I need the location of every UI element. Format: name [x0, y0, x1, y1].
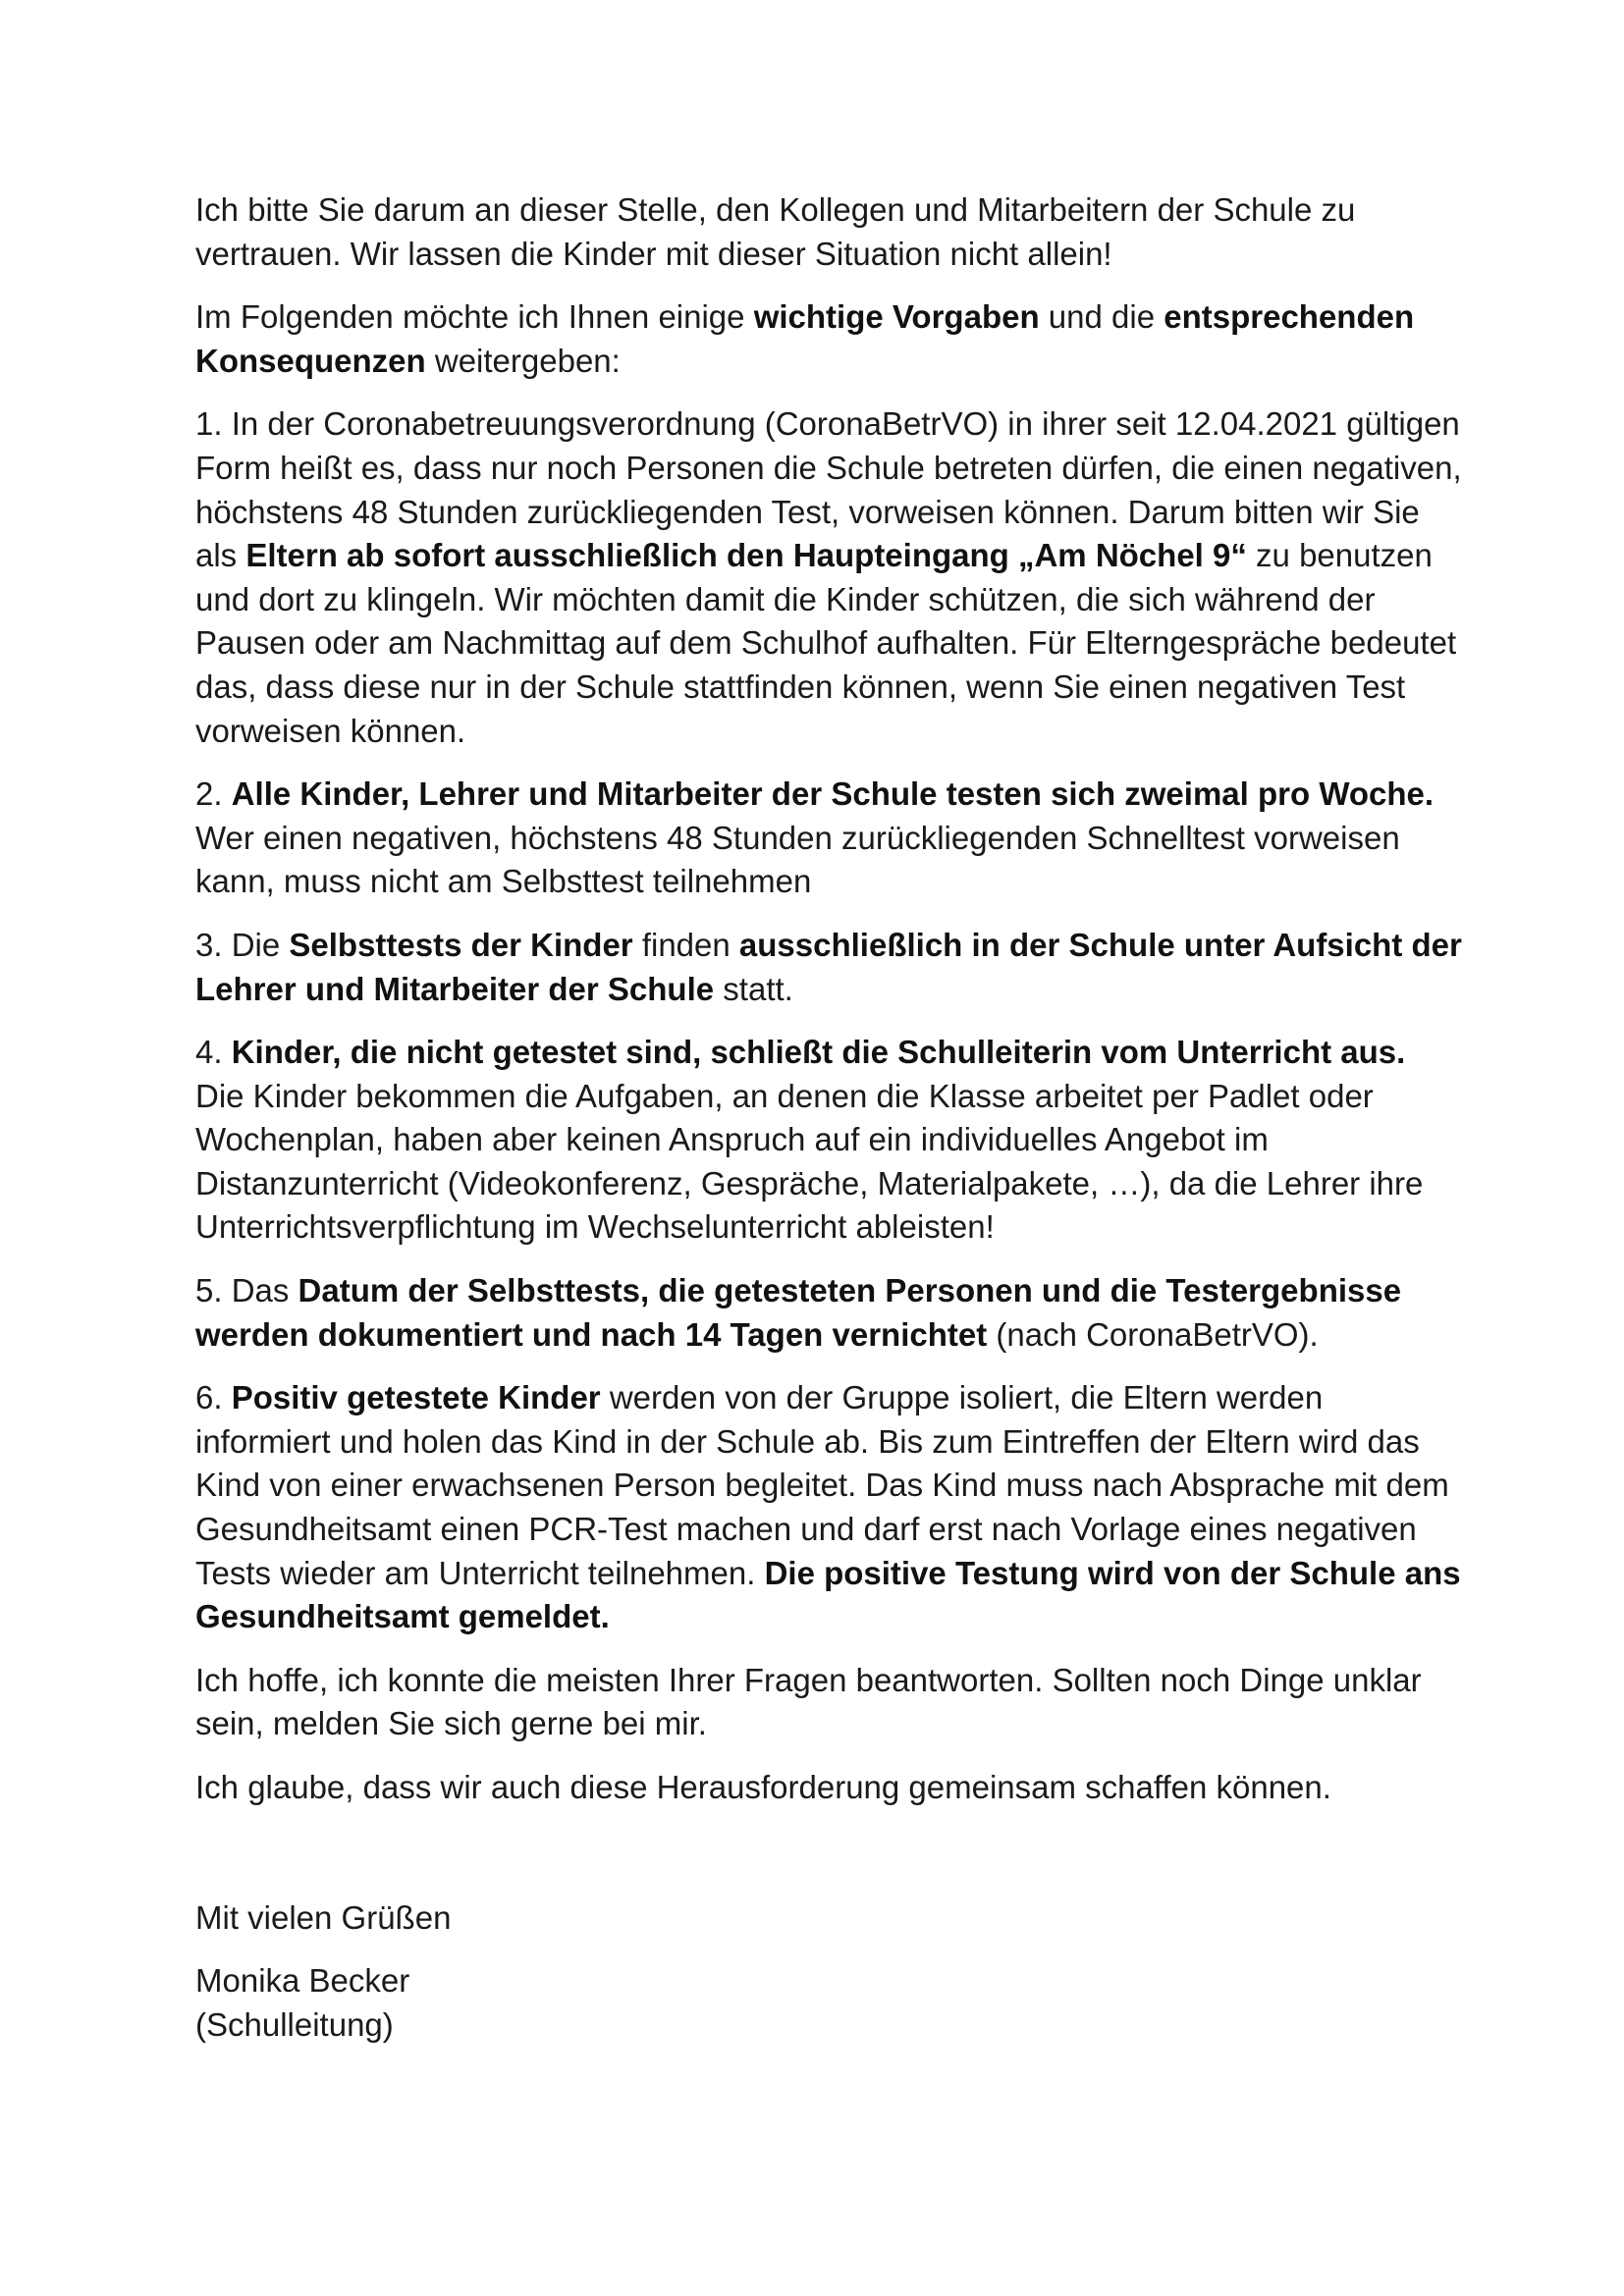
item2-bold-testing: Alle Kinder, Lehrer und Mitarbeiter der Schule testen sich zweimal pro Woche. [231, 775, 1435, 813]
item3-text-1: 3. Die [195, 926, 290, 963]
item6-bold-positive: Positiv getestete Kinder [231, 1379, 601, 1416]
letter-body [195, 188, 1462, 2066]
item3-bold-supervision: ausschließlich in der Schule unter Aufsicht der Lehrer und Mitarbeiter der Schule [195, 926, 1462, 1007]
closing-spacer [195, 1830, 1462, 1896]
paragraph-trust-text: Ich bitte Sie darum an dieser Stelle, den Kollegen und Mitarbeitern der Schule zu vertrauen. Wir lassen die Kinder mit dieser Situation nicht allein! [195, 191, 1356, 272]
item1-bold-entrance: Eltern ab sofort ausschließlich den Haupteingang „Am Nöchel 9“ [245, 537, 1247, 574]
paragraph-intro [195, 295, 1462, 383]
intro-bold-konsequenzen: entsprechenden Konsequenzen [195, 298, 1415, 379]
list-item-3 [195, 924, 1462, 1011]
paragraph-hope-text: Ich hoffe, ich konnte die meisten Ihrer Fragen beantworten. Sollten noch Dinge unklar sein, melden Sie sich gerne bei mir. [195, 1661, 1422, 1742]
item4-bold-exclusion: Kinder, die nicht getestet sind, schließt die Schulleiterin vom Unterricht aus. [231, 1034, 1406, 1071]
intro-text-2: und die [1039, 298, 1164, 336]
item3-text-3: statt. [714, 970, 793, 1007]
item3-text-2: finden [632, 926, 739, 963]
item4-text-2: Die Kinder bekommen die Aufgaben, an denen die Klasse arbeitet per Padlet oder Wochenplan, haben aber keinen Anspruch auf ein individuelles Angebot im Distanzunterricht (Videokonferenz, Gespräche, Materialpakete, …), da die Lehrer ihre Unterrichtsverpflichtung im Wechselunterricht ableisten! [195, 1077, 1424, 1246]
item2-text-2: Wer einen negativen, höchstens 48 Stunden zurückliegenden Schnelltest vorweisen kann, muss nicht am Selbsttest teilnehmen [195, 819, 1400, 900]
item1-text-2: zu benutzen und dort zu klingeln. Wir möchten damit die Kinder schützen, die sich während der Pausen oder am Nachmittag auf dem Schulhof aufhalten. Für Elterngespräche bedeutet das, dass diese nur in der Schule stattfinden können, wenn Sie einen negativen Test vorweisen können. [195, 537, 1457, 749]
item3-bold-selftests: Selbsttests der Kinder [289, 926, 633, 963]
item5-bold-documentation: Datum der Selbsttests, die getesteten Personen und die Testergebnisse werden dokumentiert und nach 14 Tagen vernichtet [195, 1272, 1402, 1353]
list-item-2 [195, 773, 1462, 904]
list-item-5 [195, 1269, 1462, 1357]
item6-bold-reported: Die positive Testung wird von der Schule ans Gesundheitsamt gemeldet. [195, 1554, 1461, 1635]
list-item-6 [195, 1376, 1462, 1639]
signer-name: Monika Becker [195, 1962, 410, 2000]
item2-text-1: 2. [195, 775, 232, 813]
paragraph-believe-text: Ich glaube, dass wir auch diese Herausforderung gemeinsam schaffen können. [195, 1769, 1331, 1805]
list-item-4 [195, 1031, 1462, 1250]
item4-text-1: 4. [195, 1034, 232, 1071]
paragraph-hope [195, 1659, 1462, 1746]
list-item-1 [195, 402, 1462, 753]
intro-text-1: Im Folgenden möchte ich Ihnen einige [195, 298, 754, 336]
item5-text-2: (nach CoronaBetrVO). [987, 1315, 1319, 1353]
closing-greeting [195, 1896, 1462, 1941]
item6-text-2: werden von der Gruppe isoliert, die Eltern werden informiert und holen das Kind in der Schule ab. Bis zum Eintreffen der Eltern wird das Kind von einer erwachsenen Person begleitet. Das Kind muss nach Absprache mit dem Gesundheitsamt einen PCR-Test machen und darf erst nach Vorlage eines negativen Tests wieder am Unterricht teilnehmen. [195, 1379, 1449, 1591]
signature-block [195, 1959, 1462, 2047]
paragraph-believe [195, 1766, 1462, 1810]
item1-text-1: 1. In der Coronabetreuungsverordnung (CoronaBetrVO) in ihrer seit 12.04.2021 gültigen Form heißt es, dass nur noch Personen die Schule betreten dürfen, die einen negativen, höchstens 48 Stunden zurückliegenden Test, vorweisen können. Darum bitten wir Sie als [195, 405, 1462, 574]
paragraph-trust [195, 188, 1462, 276]
closing-greeting-text: Mit vielen Grüßen [195, 1898, 452, 1936]
signer-role: (Schulleitung) [195, 2005, 394, 2043]
item5-text-1: 5. Das [195, 1272, 298, 1309]
intro-bold-vorgaben: wichtige Vorgaben [753, 298, 1040, 336]
intro-text-3: weitergeben: [425, 342, 621, 379]
item6-text-1: 6. [195, 1379, 232, 1416]
